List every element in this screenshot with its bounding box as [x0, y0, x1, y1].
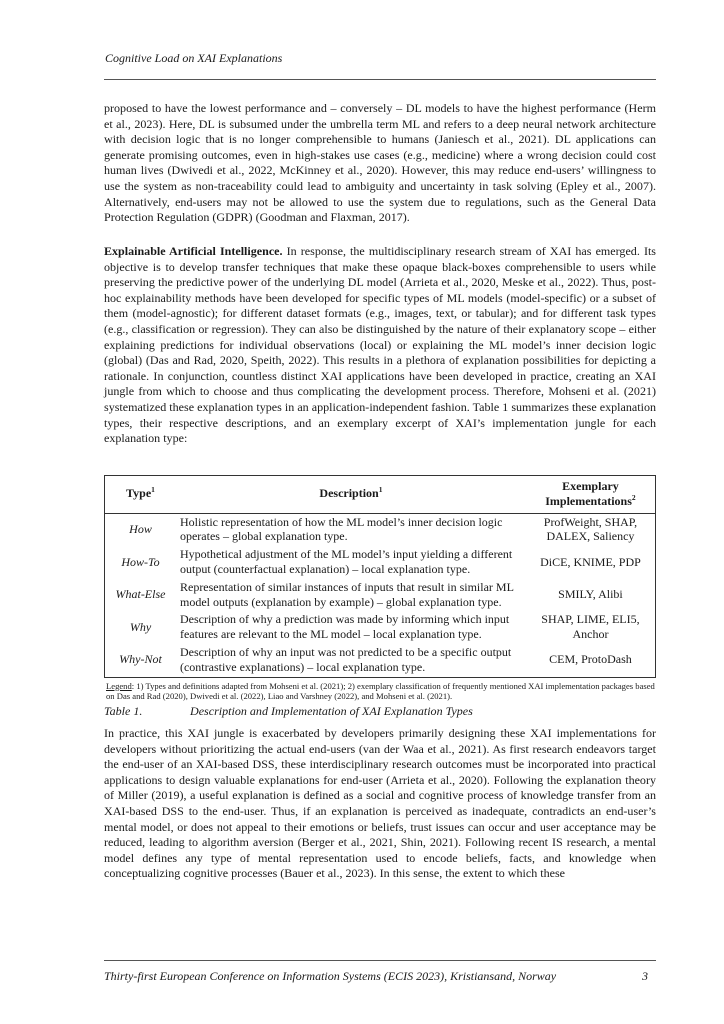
- header-type: [105, 476, 176, 514]
- cell-description: Description of why a prediction was made by informing which input features are relevant to the ML model – local explanation type.: [179, 612, 510, 642]
- body-paragraph-3: [104, 726, 656, 882]
- body-paragraph-2: [104, 244, 656, 447]
- cell-type: Why-Not: [119, 652, 162, 667]
- header-description-label: Description: [319, 486, 379, 501]
- paragraph-text: In response, the multidisciplinary research stream of XAI has emerged. Its objective is to develop transfer techniques that make these opaque black-boxes comprehensible to users while preserving the predictive power of the underlying DL model (Arrieta et al., 2020, Meske et al., 2022). Thus, post-hoc explainability methods have been developed for specific types of ML models (model-specific) or a subset of them (model-agnostic); for different dataset formats (e.g., images, text, or tabular); and for different task types (e.g., classification or regression). They can also be distinguished by the nature of their explanatory scope – either explaining predictions for individual observations (local) or explaining the ML model’s inner decision logic (global) (Das and Rad, 2020, Speith, 2022). This results in a plethora of explanation possibilities for depicting a rationale. In conjunction, countless distinct XAI applications have been developed in practice, creating an XAI jungle from which to choose and thus complicating the development process. Therefore, Mohseni et al. (2021) systematized these explanation types in an application-independent fashion. Table 1 summarizes these explanation types, their respective descriptions, and an exemplary excerpt of XAI’s implementation jungle for each explanation type:: [104, 244, 656, 446]
- table-caption: [104, 704, 473, 719]
- cell-description: Holistic representation of how the ML model’s inner decision logic operates – global explanation type.: [179, 514, 503, 544]
- cell-type: Why: [129, 619, 152, 634]
- cell-type: How-To: [121, 554, 160, 569]
- table-row: [105, 513, 656, 546]
- footer-divider: [104, 960, 656, 961]
- caption-number: Table 1.: [104, 704, 143, 718]
- header-implementations-line1: Exemplary: [562, 479, 619, 493]
- caption-title: Description and Implementation of XAI Explanation Types: [190, 704, 473, 718]
- header-description: [176, 476, 526, 514]
- table-row: [105, 611, 656, 644]
- table: [104, 475, 656, 678]
- paragraph-text: proposed to have the lowest performance and – conversely – DL models to have the highest performance (Herm et al., 2023). Here, DL is subsumed under the umbrella term ML and refers to a deep neural network architecture with decision logic that is no longer comprehensible to humans (Janiesch et al., 2021). DL applications can generate promising outcomes, even in high-stakes use cases (e.g., medicine) where a wrong decision could cost human lives (Dwivedi et al., 2022, McKinney et al., 2020). However, this may reduce end-users’ willingness to use the system as non-traceability could lead to ambiguity and uncertainty in task solving (Epley et al., 2007). Alternatively, end-users may not be allowed to use the system due to regulations, such as the General Data Protection Regulation (GDPR) (Goodman and Flaxman, 2017).: [104, 101, 656, 225]
- legend-text: : 1) Types and definitions adapted from Mohseni et al. (2021); 2) exemplary classification of frequently mentioned XAI implementation packages based on Das and Rad (2020), Dwivedi et al. (2022), Liao and Varshney (2022), and Mohseni et al. (2021).: [106, 680, 655, 701]
- cell-description: Hypothetical adjustment of the ML model’s input yielding a different output (counterfactual explanation) – local explanation type.: [179, 547, 513, 576]
- header-implementations-line2: Implementations: [545, 493, 632, 508]
- header-description-footnote: 1: [378, 485, 383, 495]
- body-paragraph-1: [104, 101, 656, 226]
- cell-implementations: SHAP, LIME, ELI5, Anchor: [541, 612, 640, 642]
- cell-description: Representation of similar instances of inputs that result in similar ML model outputs (explanation by example) – global explanation type.: [179, 579, 514, 609]
- cell-type: How: [129, 521, 152, 536]
- legend-label: Legend: [106, 680, 132, 691]
- cell-implementations: ProfWeight, SHAP, DALEX, Saliency: [543, 514, 638, 544]
- cell-implementations: SMILY, Alibi: [558, 587, 623, 602]
- section-inline-heading: Explainable Artificial Intelligence.: [104, 244, 283, 258]
- paragraph-text: In practice, this XAI jungle is exacerbated by developers primarily designing these XAI implementations for developers without prioritizing the actual end-users (van der Waa et al., 2021). As first research endeavors target the end-user of an XAI-based DSS, these interdisciplinary research outcomes must be incorporated into practical applications to design valuable explanations for end-user (Arrieta et al., 2020). Following the explanation theory of Miller (2019), a useful explanation is defined as a social and cognitive process of knowledge transfer from an XAI-based DSS to the end-user. Thus, if an explanation is perceived as inadequate, contradicts an end-user’s mental model, or does not appeal to their emotions or beliefs, trust issues can occur and user acceptance may be reduced, leading to algorithm aversion (Berger et al., 2021, Shin, 2021). Following recent IS research, a mental model defines any type of mental representation used to encode beliefs, facts, and knowledge when conceptualizing cognitive processes (Bauer et al., 2023). In this sense, the extent to which these: [104, 726, 656, 881]
- table-row: [105, 579, 656, 612]
- table-legend: [104, 681, 656, 702]
- cell-description: Description of why an input was not predicted to be a specific output (contrastive explanations) – local explanation type.: [179, 644, 512, 674]
- paragraph-container: [104, 244, 656, 447]
- xai-explanation-table: [104, 475, 656, 701]
- header-divider: [104, 79, 656, 80]
- table-header-row: [105, 476, 656, 514]
- table-row: [105, 546, 656, 579]
- header-implementations: [526, 476, 656, 514]
- page-number: 3: [642, 969, 648, 983]
- header-type-label: Type: [126, 486, 152, 501]
- table-row: [105, 644, 656, 677]
- running-header: Cognitive Load on XAI Explanations: [105, 51, 283, 65]
- footer-conference: Thirty-first European Conference on Information Systems (ECIS 2023), Kristiansand, Norway: [104, 969, 557, 983]
- cell-implementations: DiCE, KNIME, PDP: [540, 554, 641, 569]
- cell-type: What-Else: [115, 587, 166, 602]
- header-implementations-footnote: 2: [631, 492, 636, 502]
- cell-implementations: CEM, ProtoDash: [549, 652, 632, 667]
- header-type-footnote: 1: [151, 485, 155, 495]
